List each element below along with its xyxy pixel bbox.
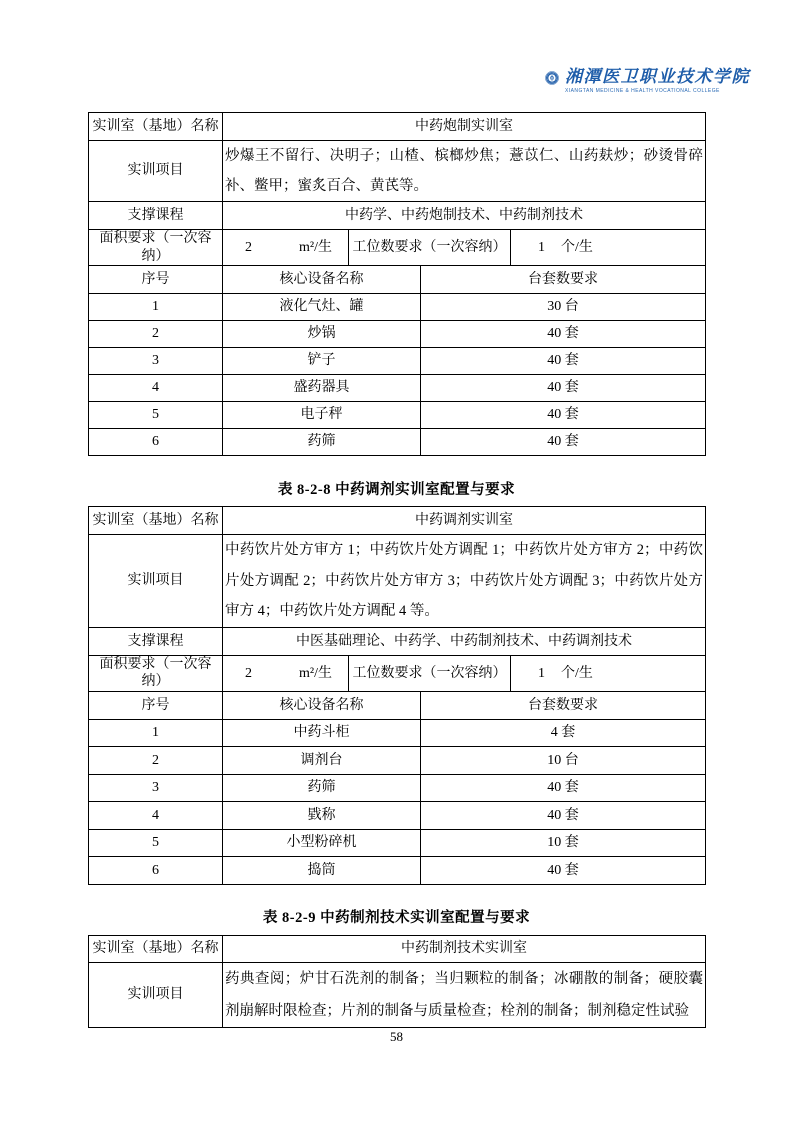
seq-header: 序号 [89, 691, 223, 719]
equipment-seq: 4 [89, 375, 223, 402]
area-value: 2 [245, 665, 252, 681]
equipment-name: 调剂台 [223, 747, 421, 775]
room-name-label: 实训室（基地）名称 [89, 507, 223, 535]
station-requirement-label: 工位数要求（一次容纳） [349, 230, 511, 266]
equipment-row [89, 802, 706, 830]
courses-value: 中医基础理论、中药学、中药制剂技术、中药调剂技术 [223, 627, 706, 655]
college-name-en: XIANGTAN MEDICINE & HEALTH VOCATIONAL COLLEGE [565, 88, 720, 94]
equipment-name: 电子秤 [223, 402, 421, 429]
equipment-name: 中药斗柜 [223, 719, 421, 747]
table-row [89, 936, 706, 963]
table-header-row [89, 691, 706, 719]
table-row [89, 627, 706, 655]
station-value: 1 [538, 665, 545, 681]
equipment-row [89, 747, 706, 775]
station-unit: 个/生 [561, 665, 593, 681]
equipment-name: 液化气灶、罐 [223, 294, 421, 321]
equipment-row [89, 774, 706, 802]
equipment-row [89, 375, 706, 402]
area-requirement-value [223, 230, 349, 266]
area-value: 2 [245, 239, 252, 255]
equipment-name: 药筛 [223, 774, 421, 802]
equipment-row [89, 348, 706, 375]
table-row [89, 507, 706, 535]
table-row [89, 230, 706, 266]
equipment-seq: 2 [89, 321, 223, 348]
area-unit: m²/生 [299, 239, 332, 255]
equipment-name-header: 核心设备名称 [223, 691, 421, 719]
equipment-seq: 3 [89, 348, 223, 375]
station-requirement-value [511, 655, 706, 691]
room-name-label: 实训室（基地）名称 [89, 113, 223, 141]
equipment-name: 炒锅 [223, 321, 421, 348]
area-requirement-label: 面积要求（一次容纳） [89, 655, 223, 691]
equipment-name: 药筛 [223, 429, 421, 456]
equipment-name-header: 核心设备名称 [223, 266, 421, 294]
equipment-qty: 4 套 [421, 719, 706, 747]
equipment-seq: 1 [89, 294, 223, 321]
area-requirement-label: 面积要求（一次容纳） [89, 230, 223, 266]
table-row [89, 141, 706, 202]
area-unit: m²/生 [299, 665, 332, 681]
table-preparation-room [88, 935, 706, 1028]
equipment-row [89, 719, 706, 747]
college-name-zh: 湘潭医卫职业技术学院 [565, 67, 750, 86]
equipment-seq: 6 [89, 429, 223, 456]
table-caption-8-2-8: 表 8-2-8 中药调剂实训室配置与要求 [277, 482, 516, 498]
equipment-row [89, 429, 706, 456]
room-name-label: 实训室（基地）名称 [89, 936, 223, 963]
training-items-value: 中药饮片处方审方 1；中药饮片处方调配 1；中药饮片处方审方 2；中药饮片处方调配 2；中药饮片处方审方 3；中药饮片处方调配 3；中药饮片处方审方 4；中药饮片处方调配 4 等。 [223, 535, 706, 628]
equipment-seq: 1 [89, 719, 223, 747]
station-unit: 个/生 [561, 239, 593, 255]
page-number: 58 [390, 1029, 403, 1044]
college-logo [545, 53, 750, 103]
equipment-seq: 6 [89, 857, 223, 885]
training-items-value: 炒爆王不留行、决明子；山楂、槟榔炒焦；薏苡仁、山药麸炒；砂烫骨碎补、鳖甲；蜜炙百合、黄芪等。 [223, 141, 706, 202]
station-value: 1 [538, 239, 545, 255]
equipment-name: 戥称 [223, 802, 421, 830]
training-items-value: 药典查阅；炉甘石洗剂的制备；当归颗粒的制备；冰硼散的制备；硬胶囊剂崩解时限检查；片剂的制备与质量检查；栓剂的制备；制剂稳定性试验 [223, 963, 706, 1028]
equipment-name: 捣筒 [223, 857, 421, 885]
equipment-name: 小型粉碎机 [223, 829, 421, 857]
training-items-label: 实训项目 [89, 535, 223, 628]
table-dispensing-room [88, 506, 706, 885]
room-name-value: 中药调剂实训室 [223, 507, 706, 535]
college-emblem-icon [545, 55, 559, 101]
equipment-qty: 40 套 [421, 402, 706, 429]
equipment-qty: 40 套 [421, 321, 706, 348]
equipment-qty: 40 套 [421, 348, 706, 375]
equipment-row [89, 829, 706, 857]
equipment-seq: 5 [89, 829, 223, 857]
quantity-header: 台套数要求 [421, 691, 706, 719]
equipment-qty: 30 台 [421, 294, 706, 321]
equipment-seq: 2 [89, 747, 223, 775]
courses-label: 支撑课程 [89, 627, 223, 655]
courses-value: 中药学、中药炮制技术、中药制剂技术 [223, 202, 706, 230]
room-name-value: 中药制剂技术实训室 [223, 936, 706, 963]
equipment-seq: 4 [89, 802, 223, 830]
equipment-qty: 40 套 [421, 857, 706, 885]
equipment-name: 盛药器具 [223, 375, 421, 402]
equipment-qty: 40 套 [421, 375, 706, 402]
table-row [89, 202, 706, 230]
training-items-label: 实训项目 [89, 141, 223, 202]
college-name-block [565, 62, 750, 94]
equipment-seq: 5 [89, 402, 223, 429]
equipment-row [89, 321, 706, 348]
station-requirement-label: 工位数要求（一次容纳） [349, 655, 511, 691]
table-row [89, 655, 706, 691]
courses-label: 支撑课程 [89, 202, 223, 230]
equipment-qty: 10 套 [421, 829, 706, 857]
equipment-row [89, 402, 706, 429]
table-caption-8-2-9: 表 8-2-9 中药制剂技术实训室配置与要求 [262, 910, 531, 926]
equipment-row [89, 857, 706, 885]
table-header-row [89, 266, 706, 294]
equipment-name: 铲子 [223, 348, 421, 375]
table-row [89, 535, 706, 628]
training-items-label: 实训项目 [89, 963, 223, 1028]
seq-header: 序号 [89, 266, 223, 294]
equipment-qty: 10 台 [421, 747, 706, 775]
room-name-value: 中药炮制实训室 [223, 113, 706, 141]
table-processing-room [88, 112, 706, 456]
table-row [89, 113, 706, 141]
station-requirement-value [511, 230, 706, 266]
equipment-row [89, 294, 706, 321]
equipment-qty: 40 套 [421, 802, 706, 830]
area-requirement-value [223, 655, 349, 691]
quantity-header: 台套数要求 [421, 266, 706, 294]
equipment-qty: 40 套 [421, 429, 706, 456]
equipment-qty: 40 套 [421, 774, 706, 802]
equipment-seq: 3 [89, 774, 223, 802]
table-row [89, 963, 706, 1028]
